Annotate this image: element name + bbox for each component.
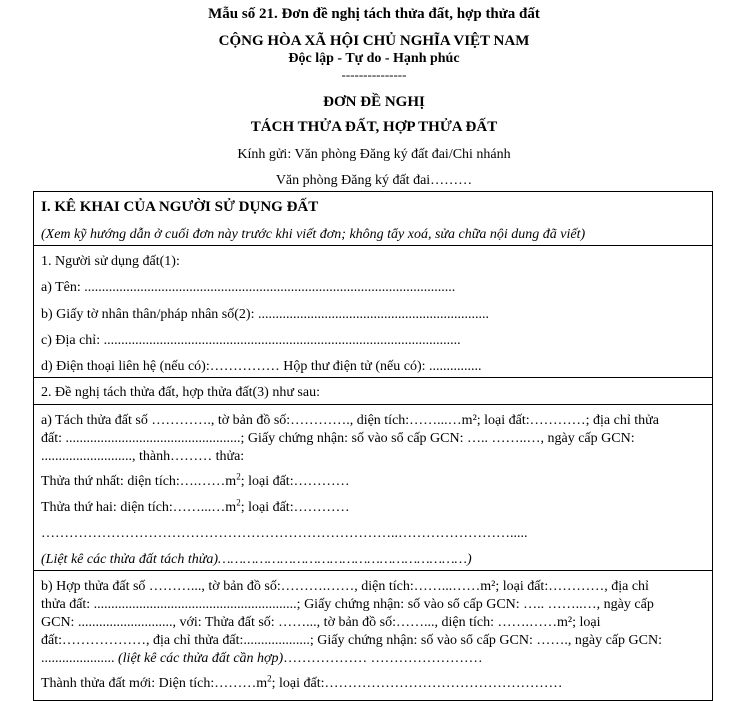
split-parcel-2-label: Thửa thứ hai: diện tích:……...…m (41, 500, 237, 515)
user-address-field: c) Địa chỉ: ...................................................................................................... (41, 333, 461, 348)
split-list-note: (Liệt kê các thửa đất tách thửa)……………………………………………………) (41, 552, 472, 567)
split-parcel-1 (41, 471, 350, 490)
user-id-field: b) Giấy tờ nhân thân/pháp nhân số(2): .................................................................. (41, 307, 489, 322)
national-motto: Độc lập - Tự do - Hạnh phúc (288, 51, 460, 66)
split-parcel-2 (41, 497, 350, 516)
merge-line-5-dots: ..................... (41, 651, 115, 666)
request-heading: 2. Đề nghị tách thửa đất, hợp thửa đất(3) như sau: (41, 385, 320, 400)
user-heading: 1. Người sử dụng đất(1): (41, 254, 180, 269)
recipient-line-1: Kính gửi: Văn phòng Đăng ký đất đai/Chi nhánh (237, 147, 511, 162)
recipient-line-2: Văn phòng Đăng ký đất đai……… (275, 173, 473, 188)
split-line-3: .........................., thành……… thửa: (41, 449, 245, 464)
row-divider (34, 404, 712, 405)
split-line-2: đất: ..................................................; Giấy chứng nhận: số vào sổ cấp GCN: ….. ……..…, ngày cấp GCN: (41, 431, 635, 446)
split-parcel-1-type: ; loại đất:………… (240, 474, 350, 489)
squared-sup: 2 (236, 471, 241, 482)
merge-line-4: đất:………………, địa chỉ thửa đất:...................; Giấy chứng nhận: số vào sổ cấp GCN: ……., ngày cấp GCN: (41, 633, 662, 648)
merge-line-2: thửa đất: ..........................................................; Giấy chứng nhận: số vào sổ cấp GCN: ….. ……..…, ngày cấp (41, 597, 654, 612)
split-dots: …………………………………………………………………..……………………..... (41, 526, 528, 541)
squared-sup: 2 (267, 673, 272, 684)
row-divider (34, 245, 712, 246)
section-note: (Xem kỹ hướng dẫn ở cuối đơn này trước khi viết đơn; không tẩy xoá, sửa chữa nội dung đã viết) (41, 227, 586, 242)
split-line-1: a) Tách thửa đất số …………., tờ bản đồ số:…………., diện tích:……...…m²; loại đất:…………; địa chỉ thửa (41, 413, 659, 428)
nation-name: CỘNG HÒA XÃ HỘI CHỦ NGHĨA VIỆT NAM (218, 33, 530, 49)
section-title: I. KÊ KHAI CỦA NGƯỜI SỬ DỤNG ĐẤT (41, 199, 319, 215)
user-contact-field: d) Điện thoại liên hệ (nếu có):…………… Hộp thư điện tử (nếu có): ............... (41, 359, 482, 374)
user-name-field: a) Tên: .......................................................................................................... (41, 280, 456, 295)
merge-new-parcel-label: Thành thửa đất mới: Diện tích:………m (41, 676, 268, 691)
merge-new-parcel (41, 673, 563, 692)
split-parcel-1-label: Thửa thứ nhất: diện tích:….……m (41, 474, 237, 489)
document-title: ĐƠN ĐỀ NGHỊ (323, 94, 425, 110)
row-divider (34, 570, 712, 571)
document-subtitle: TÁCH THỬA ĐẤT, HỢP THỬA ĐẤT (250, 119, 498, 135)
merge-line-5-trail: ……………… …………………… (283, 651, 483, 666)
merge-new-parcel-type: ; loại đất:…………………………………………… (271, 676, 563, 691)
merge-line-1: b) Hợp thửa đất số ………..., tờ bản đồ số:……….……, diện tích:……...……m²; loại đất:…………, địa chỉ (41, 579, 649, 594)
header-divider: --------------- (341, 67, 407, 82)
split-parcel-2-type: ; loại đất:………… (240, 500, 350, 515)
row-divider (34, 377, 712, 378)
merge-line-5-note: (liệt kê các thửa đất cần hợp) (118, 651, 284, 666)
form-number: Mẫu số 21. Đơn đề nghị tách thửa đất, hợp thửa đất (208, 6, 540, 22)
merge-line-5 (41, 651, 483, 667)
merge-line-3: GCN: ..........................., với: Thửa đất số: ……..., tờ bản đồ số:……..., diện tích: …….……m²; loại (41, 615, 601, 630)
squared-sup: 2 (236, 497, 241, 508)
declaration-table (33, 191, 713, 701)
